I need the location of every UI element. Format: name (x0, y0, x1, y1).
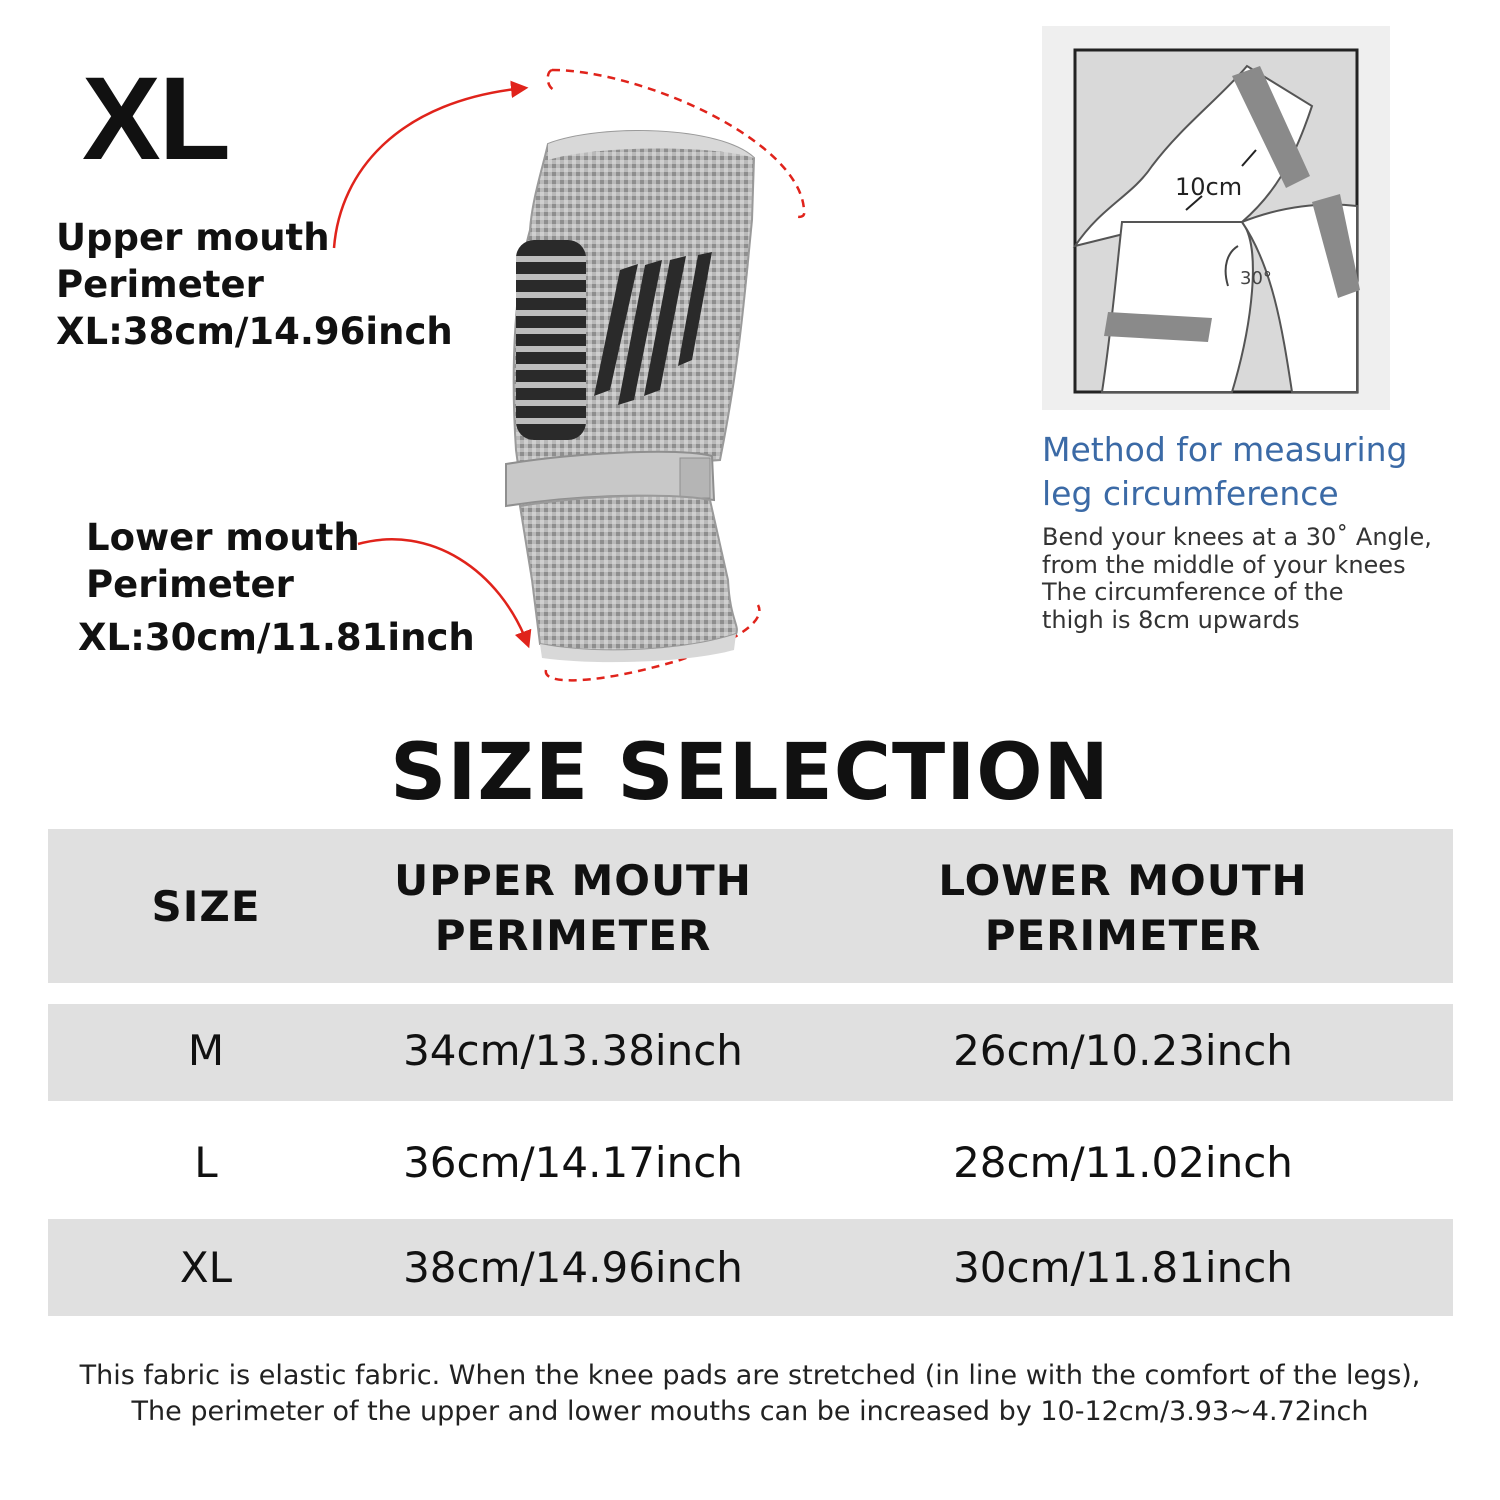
table-row (48, 1219, 1453, 1316)
method-desc-line4: thigh is 8cm upwards (1042, 605, 1300, 634)
upper-callout-line1: Upper mouth (56, 216, 330, 259)
method-title-line1: Method for measuring (1042, 430, 1408, 469)
method-desc-line1: Bend your knees at a 30˚ Angle, (1042, 523, 1432, 551)
size-table-header (48, 829, 1453, 983)
footnote-line2: The perimeter of the upper and lower mouths can be increased by 10-12cm/3.93~4.72inch (131, 1396, 1369, 1427)
header-upper-line2: PERIMETER (434, 911, 712, 960)
knee-brace-illustration (320, 60, 820, 700)
header-upper-perimeter (348, 853, 798, 963)
lower-arrow (358, 539, 528, 645)
angle-label: 30° (1240, 268, 1272, 289)
leg-measurement-diagram (1042, 26, 1390, 410)
row-lower: 30cm/11.81inch (953, 1243, 1293, 1292)
lower-callout-line1: Lower mouth (86, 516, 360, 559)
header-lower-line1: LOWER MOUTH (938, 856, 1308, 905)
footnote-line1: This fabric is elastic fabric. When the knee pads are stretched (in line with the comfort of the legs), (79, 1360, 1421, 1391)
size-selection-title: SIZE SELECTION (390, 728, 1110, 818)
row-upper: 36cm/14.17inch (403, 1138, 743, 1187)
method-desc-line2: from the middle of your knees (1042, 550, 1406, 579)
row-size: XL (179, 1243, 233, 1292)
upper-callout-value: XL:38cm/14.96inch (56, 310, 453, 353)
method-description (1042, 524, 1482, 634)
table-row (48, 1110, 1453, 1210)
size-badge: XL (82, 53, 229, 185)
row-upper: 34cm/13.38inch (403, 1026, 743, 1075)
lower-callout-line2: Perimeter (86, 563, 294, 606)
header-lower-line2: PERIMETER (984, 911, 1262, 960)
method-title-line2: leg circumference (1042, 474, 1339, 513)
upper-callout-line2: Perimeter (56, 263, 264, 306)
header-size: SIZE (151, 882, 261, 931)
row-size: M (187, 1026, 225, 1075)
header-lower-perimeter (898, 853, 1348, 963)
distance-label: 10cm (1175, 173, 1243, 201)
row-upper: 38cm/14.96inch (403, 1243, 743, 1292)
method-desc-line3: The circumference of the (1042, 578, 1344, 606)
upper-arrow (334, 88, 525, 248)
header-upper-line1: UPPER MOUTH (394, 856, 752, 905)
measurement-diagram-frame (1042, 26, 1390, 410)
elasticity-footnote (0, 1358, 1500, 1430)
row-lower: 28cm/11.02inch (953, 1138, 1293, 1187)
lower-callout-value: XL:30cm/11.81inch (78, 616, 475, 659)
row-size: L (194, 1138, 218, 1187)
row-lower: 26cm/10.23inch (953, 1026, 1293, 1075)
table-row (48, 1004, 1453, 1101)
method-title (1042, 428, 1482, 516)
